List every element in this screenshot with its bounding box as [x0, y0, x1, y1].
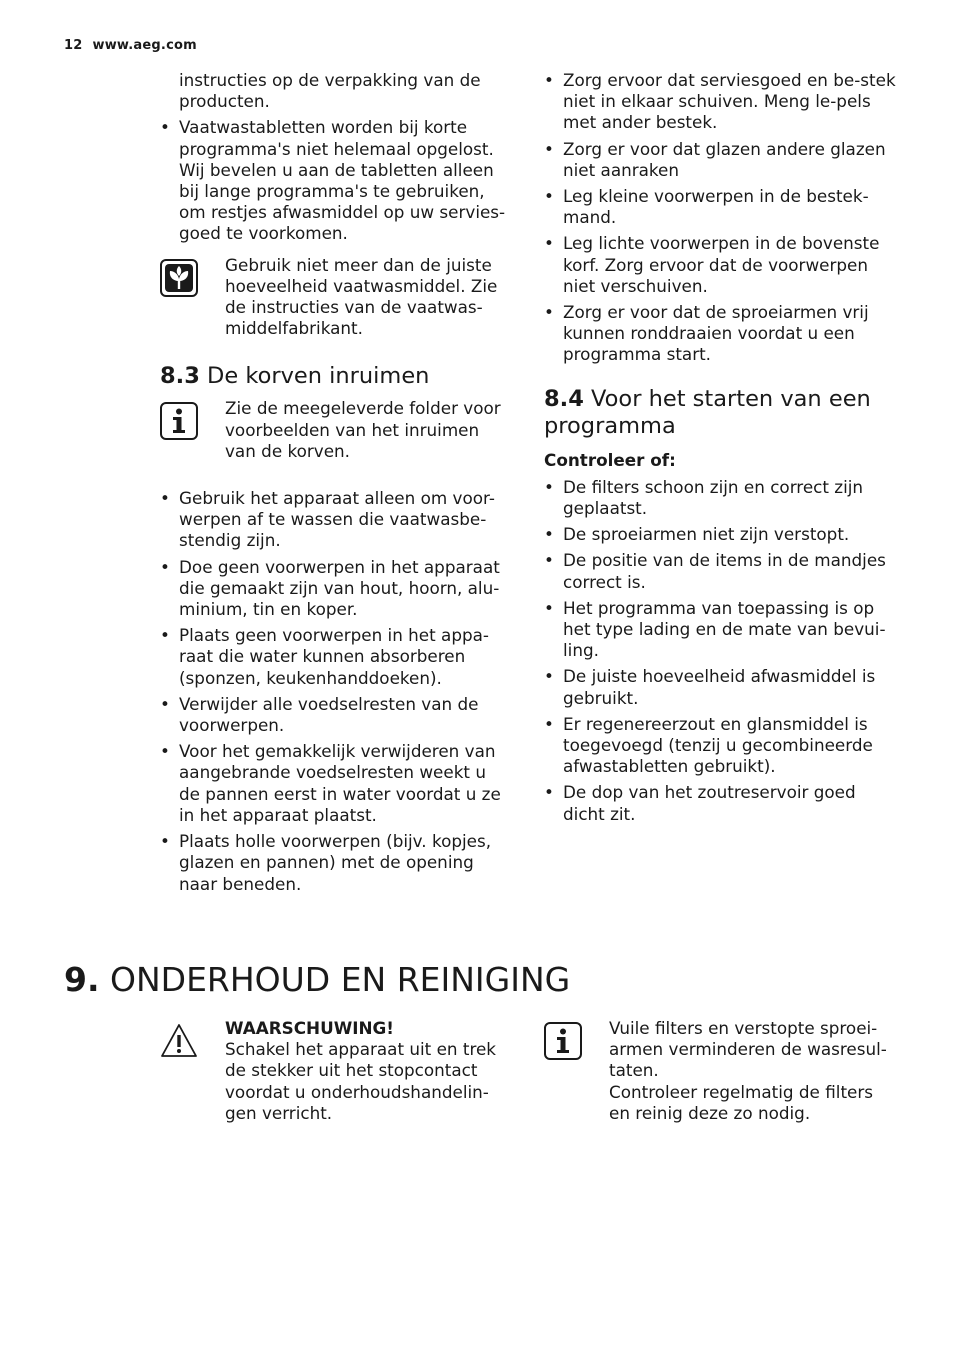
chapter-9-heading — [64, 958, 570, 1002]
list-item: • De filters schoon zijn en correct zijn geplaatst. — [544, 477, 896, 519]
section-8-4-heading — [544, 386, 896, 440]
list-item: • Zorg ervoor dat serviesgoed en be-stek niet in elkaar schuiven. Meng le-pels met ander bestek. — [544, 70, 896, 134]
section-8-3-heading — [160, 363, 512, 390]
warning-block — [160, 1018, 512, 1124]
info-icon — [544, 1022, 582, 1060]
info-text-line: Vuile filters en verstopte sproei-armen verminderen de wasresul-taten. — [609, 1018, 887, 1081]
list-item: • Het programma van toepassing is op het type lading en de mate van bevui-ling. — [544, 598, 896, 662]
info-text-block — [609, 1018, 896, 1124]
warning-text: Schakel het apparaat uit en trek de stekker uit het stopcontact voordat u onderhoudshandelin-gen verricht. — [225, 1039, 497, 1123]
section-8-4-bullet-list — [544, 477, 896, 825]
list-item: • Zorg er voor dat de sproeiarmen vrij kunnen ronddraaien voordat u een programma start. — [544, 302, 896, 366]
info-notice-9 — [544, 1018, 896, 1124]
section-title: Voor het starten van een programma — [544, 385, 871, 439]
list-item: • Plaats holle voorwerpen (bijv. kopjes, glazen en pannen) met de opening naar beneden. — [160, 831, 512, 895]
warning-title: WAARSCHUWING! — [225, 1018, 394, 1038]
warning-notice — [160, 1018, 512, 1124]
warning-icon — [160, 1022, 198, 1060]
warning-text-block — [225, 1018, 512, 1124]
list-item: • Zorg er voor dat glazen andere glazen niet aanraken — [544, 139, 896, 181]
info-notice-text: Zie de meegeleverde folder voor voorbeelden van het inruimen van de korven. — [225, 398, 501, 461]
loading-bullet-list — [544, 70, 896, 366]
section-8-4-subheading: Controleer of: — [544, 449, 676, 470]
list-item: • Leg kleine voorwerpen in de bestek-mand. — [544, 186, 896, 228]
section-title: De korven inruimen — [207, 363, 430, 390]
environment-icon — [160, 259, 198, 297]
list-item: • Leg lichte voorwerpen in de bovenste korf. Zorg ervoor dat de voorwerpen niet verschuiven. — [544, 233, 896, 297]
list-item: • Gebruik het apparaat alleen om voor-werpen af te wassen die vaatwasbe-stendig zijn. — [160, 488, 512, 552]
list-item: • De juiste hoeveelheid afwasmiddel is gebruikt. — [544, 666, 896, 708]
list-item: • Plaats geen voorwerpen in het appa-raat die water kunnen absorberen (sponzen, keukenhanddoeken). — [160, 625, 512, 689]
list-item: • Er regenereerzout en glansmiddel is toegevoegd (tenzij u gecombineerde afwastabletten gebruikt). — [544, 714, 896, 778]
section-number: 8.4 — [544, 385, 584, 412]
right-column — [544, 70, 896, 830]
list-item: • Vaatwastabletten worden bij korte programma's niet helemaal opgelost. Wij bevelen u aan de tabletten alleen bij lange programma's te gebruiken, om restjes afwasmiddel op uw servies-goed te voorkomen. — [160, 117, 512, 244]
info-text-line: Controleer regelmatig de filters en reinig deze zo nodig. — [609, 1081, 873, 1123]
chapter-title: ONDERHOUD EN REINIGING — [110, 960, 571, 999]
page-header — [64, 38, 197, 53]
website-url: www.aeg.com — [92, 38, 197, 53]
list-item: • De dop van het zoutreservoir goed dicht zit. — [544, 782, 896, 824]
list-item: • De sproeiarmen niet zijn verstopt. — [544, 524, 896, 545]
intro-continuation: instructies op de verpakking van de producten. — [179, 70, 481, 112]
list-item: • De positie van de items in de mandjes correct is. — [544, 550, 896, 592]
list-item: • Verwijder alle voedselresten van de voorwerpen. — [160, 694, 512, 736]
info-icon — [160, 402, 198, 440]
intro-bullet-list — [160, 117, 512, 244]
info-notice-8-3 — [160, 398, 512, 462]
list-item: • Voor het gemakkelijk verwijderen van aangebrande voedselresten weekt u de pannen eerst in water voordat u ze in het apparaat plaatst. — [160, 741, 512, 826]
list-item: • Doe geen voorwerpen in het apparaat die gemaakt zijn van hout, hoorn, alu-minium, tin en koper. — [160, 557, 512, 621]
section-8-3-bullet-list — [160, 488, 512, 895]
eco-notice — [160, 255, 512, 340]
page-number: 12 — [64, 38, 83, 53]
eco-notice-text: Gebruik niet meer dan de juiste hoeveelheid vaatwasmiddel. Zie de instructies van de vaatwas-middelfabrikant. — [225, 254, 498, 339]
left-column — [160, 70, 512, 900]
section-number: 8.3 — [160, 363, 200, 390]
chapter-number: 9. — [64, 960, 100, 999]
filter-info-block — [544, 1018, 896, 1124]
